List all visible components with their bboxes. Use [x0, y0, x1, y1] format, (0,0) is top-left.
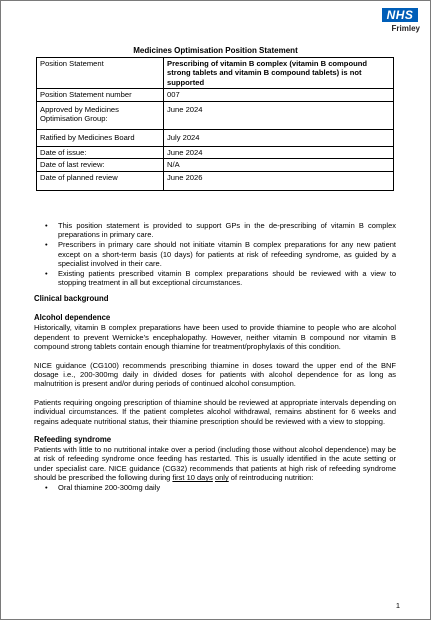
alcohol-paragraph-3: Patients requiring ongoing prescription of thiamine should be reviewed at appropriate intervals depending on individual circumstances. If the patient completes alcohol withdrawal, remains abstinent for 6 weeks and regains adequate nutritional status, their thiamine prescription should be reviewed with a view to stopping. [34, 397, 396, 426]
table-row [37, 146, 394, 158]
summary-bullet-list [34, 221, 396, 288]
table-row [37, 171, 394, 190]
refeeding-bullet-list [34, 483, 396, 492]
table-value: Prescribing of vitamin B complex (vitamin B compound strong tablets and vitamin B compound tablets) is not supported [164, 58, 394, 89]
alcohol-dependence-heading: Alcohol dependence [34, 313, 111, 323]
list-item: • Oral thiamine 200-300mg daily [45, 482, 161, 492]
nhs-frimley-logo [382, 8, 420, 33]
table-key: Date of planned review [37, 171, 164, 190]
table-key: Position Statement number [37, 89, 164, 101]
document-body [34, 221, 396, 493]
table-key: Date of issue: [37, 146, 164, 158]
table-key: Date of last review: [37, 159, 164, 171]
table-row [37, 101, 394, 130]
table-key: Approved by Medicines Optimisation Group: [37, 101, 164, 130]
table-value: June 2024 [164, 146, 394, 158]
table-value: N/A [164, 159, 394, 171]
table-key: Position Statement [37, 58, 164, 89]
page-number: 1 [395, 601, 400, 610]
document-title: Medicines Optimisation Position Statement [133, 46, 298, 55]
table-row [37, 159, 394, 171]
list-item: • Existing patients prescribed vitamin B complex preparations should be reviewed with a view to stopping treatment in all but exceptional circumstances. [45, 269, 396, 288]
refeeding-paragraph: Patients with little to no nutritional intake over a period (including those without alcohol dependence) may be at risk of refeeding syndrome once feeding has restarted. This is usually identified in the acute setting or under specialist care. NICE guidance (CG32) recommends that patients at high risk of refeeding syndrome should be prescribed the following during first 10 days only of reintroducing nutrition: [34, 445, 396, 483]
position-statement-table [36, 57, 394, 191]
list-item: • This position statement is provided to support GPs in the de-prescribing of vitamin B complex preparations in primary care. [45, 221, 396, 240]
table-value: July 2024 [164, 130, 394, 146]
table-row [37, 89, 394, 101]
table-key: Ratified by Medicines Board [37, 130, 164, 146]
bullet-dot-icon: • [45, 221, 48, 230]
table-value: June 2024 [164, 101, 394, 130]
clinical-background-heading: Clinical background [34, 294, 109, 304]
bullet-dot-icon: • [45, 269, 48, 279]
nhs-logo-badge: NHS [382, 8, 418, 22]
table-row [37, 58, 394, 89]
refeeding-syndrome-heading: Refeeding syndrome [34, 435, 112, 444]
table-value: June 2026 [164, 171, 394, 190]
list-item: • Prescribers in primary care should not initiate vitamin B complex preparations for any new patient except on a short-term basis (10 days) for patients at risk of refeeding syndrome, as guided by a specialist involved in their care. [45, 240, 396, 269]
alcohol-paragraph-1: Historically, vitamin B complex preparations have been used to provide thiamine to people who are alcohol dependent to prevent Wernicke’s encephalopathy. However, neither vitamin B compound nor vitamin B compound strong tablets contain enough thiamine for treatment/prophylaxis of this condition. [34, 323, 396, 352]
bullet-dot-icon: • [45, 482, 48, 492]
bullet-dot-icon: • [45, 240, 48, 250]
table-value: 007 [164, 89, 394, 101]
table-row [37, 130, 394, 146]
alcohol-paragraph-2: NICE guidance (CG100) recommends prescribing thiamine in doses toward the upper end of the BNF dosage i.e., 200-300mg daily in divided doses for patients with alcohol dependence for as long as malnutrition is present and/or during periods of continued alcohol consumption. [34, 360, 396, 389]
logo-organisation: Frimley [391, 24, 420, 33]
